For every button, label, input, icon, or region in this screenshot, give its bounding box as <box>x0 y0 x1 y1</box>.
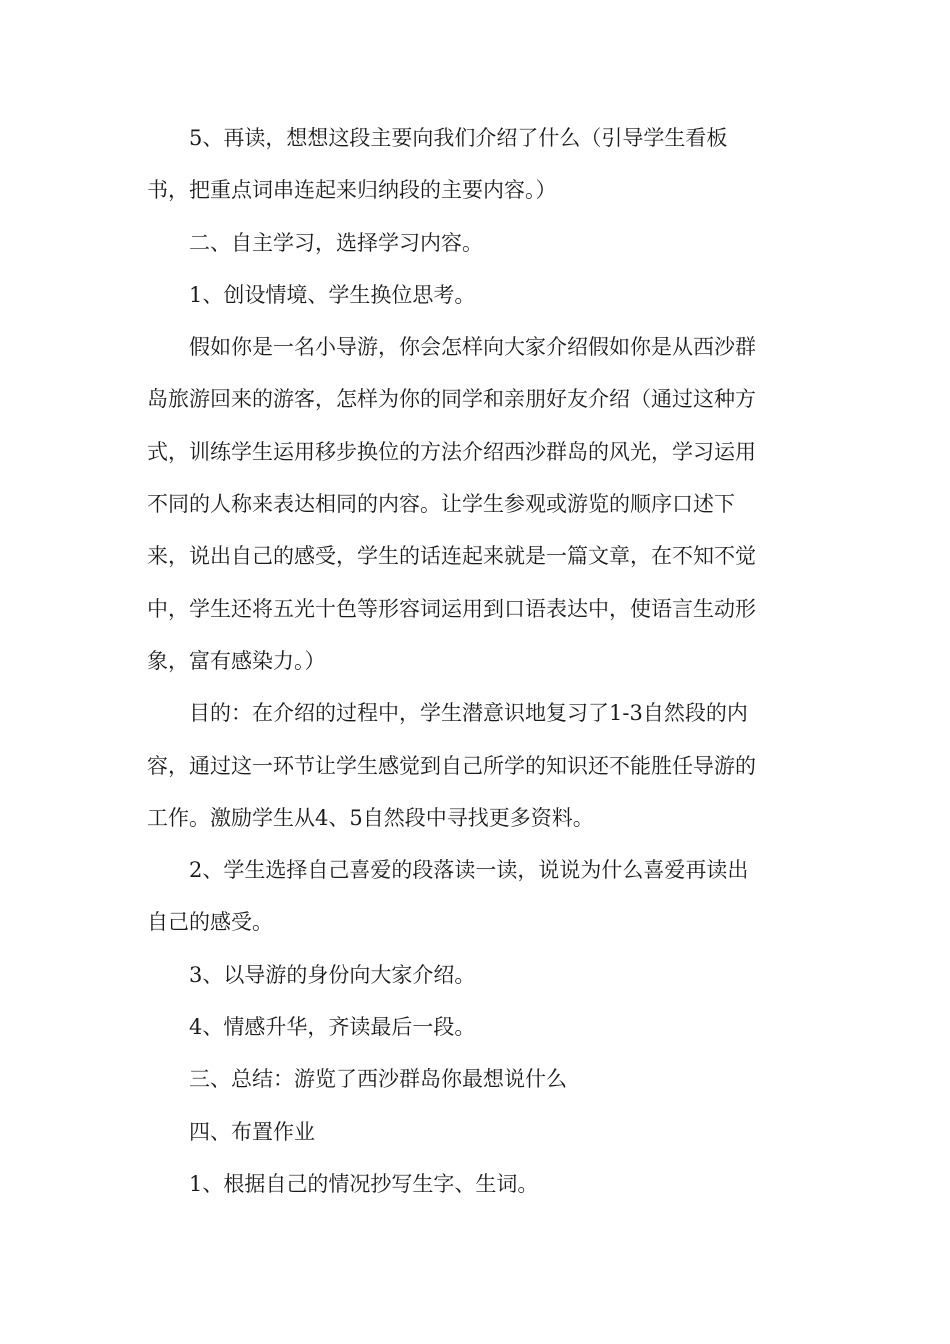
paragraph <box>147 1001 803 1053</box>
text-line: 自己的感受。 <box>147 910 273 935</box>
paragraph <box>147 269 803 321</box>
section-heading <box>147 1106 803 1158</box>
text-line: 中，学生还将五光十色等形容词运用到口语表达中，使语言生动形 <box>147 596 756 621</box>
text-line: 3、以导游的身份向大家介绍。 <box>189 962 476 987</box>
text-line: 三、总结：游览了西沙群岛你最想说什么 <box>189 1067 567 1092</box>
text-line: 岛旅游回来的游客，怎样为你的同学和亲朋好友介绍（通过这种方 <box>147 387 756 412</box>
text-line: 四、布置作业 <box>189 1119 315 1144</box>
section-heading <box>147 1053 803 1105</box>
text-line: 2、学生选择自己喜爱的段落读一读，说说为什么喜爱再读出 <box>189 858 749 883</box>
paragraph <box>147 321 803 687</box>
text-line: 不同的人称来表达相同的内容。让学生参观或游览的顺序口述下 <box>147 492 735 517</box>
paragraph <box>147 949 803 1001</box>
text-line: 象，富有感染力。） <box>147 648 326 673</box>
section-heading <box>147 217 803 269</box>
text-line: 4、情感升华，齐读最后一段。 <box>189 1015 476 1040</box>
text-line: 书，把重点词串连起来归纳段的主要内容。） <box>147 178 557 203</box>
document-page <box>147 112 803 1210</box>
text-line: 1、创设情境、学生换位思考。 <box>189 282 476 307</box>
text-line: 式，训练学生运用移步换位的方法介绍西沙群岛的风光，学习运用 <box>147 439 756 464</box>
text-line: 5、再读，想想这段主要向我们介绍了什么（引导学生看板 <box>189 126 728 150</box>
paragraph <box>147 844 803 949</box>
paragraph <box>147 1158 803 1210</box>
text-line: 假如你是一名小导游，你会怎样向大家介绍假如你是从西沙群 <box>189 335 756 360</box>
text-line: 目的：在介绍的过程中，学生潜意识地复习了1-3自然段的内 <box>189 701 748 726</box>
paragraph <box>147 112 803 217</box>
paragraph <box>147 687 803 844</box>
text-line: 容，通过这一环节让学生感觉到自己所学的知识还不能胜任导游的 <box>147 753 756 778</box>
text-line: 1、根据自己的情况抄写生字、生词。 <box>189 1171 539 1196</box>
text-line: 工作。激励学生从4、5自然段中寻找更多资料。 <box>147 805 594 830</box>
text-line: 来，说出自己的感受，学生的话连起来就是一篇文章，在不知不觉 <box>147 544 756 569</box>
text-line: 二、自主学习，选择学习内容。 <box>189 230 483 255</box>
